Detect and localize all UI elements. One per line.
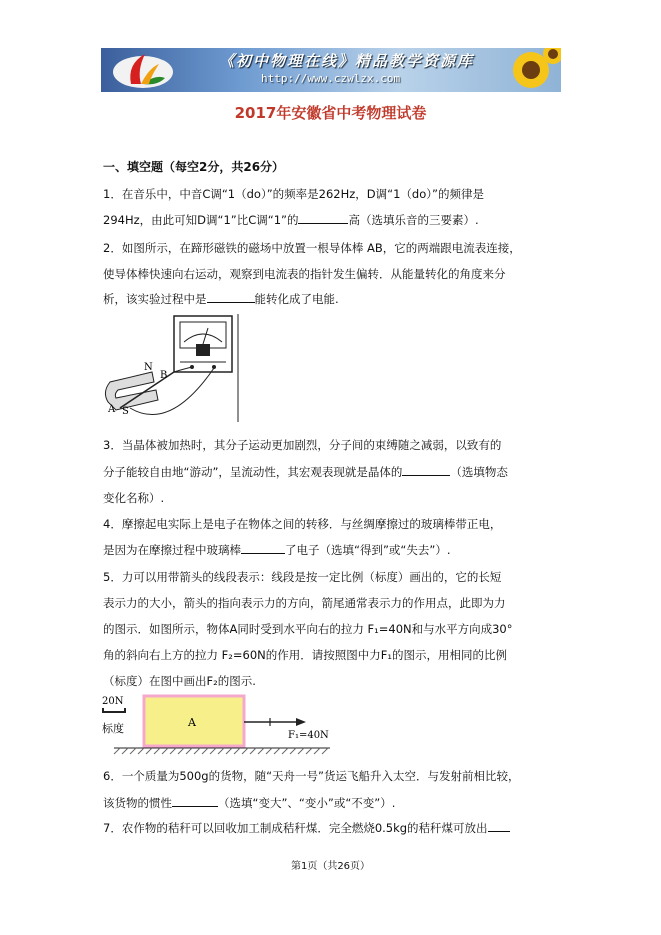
q4-answer-blank[interactable]	[241, 543, 285, 554]
q1-line2	[103, 212, 479, 228]
page-title: 2017年安徽省中考物理试卷	[234, 104, 427, 122]
banner-url[interactable]: http://www.czwlzx.com	[261, 72, 401, 85]
q6-text-b: （选填“变大”、“变小”或“不变”）.	[218, 796, 396, 810]
q6-line2	[103, 795, 395, 811]
q4-line1: 4．摩擦起电实际上是电子在物体之间的转移．与丝绸摩擦过的玻璃棒带正电，	[103, 517, 502, 531]
logo-icon	[105, 48, 181, 92]
fig1-label-b: B	[160, 370, 168, 381]
q3-text-b: （选填物态	[450, 465, 508, 479]
q4-line2	[103, 542, 451, 558]
q6-line1: 6．一个质量为500g的货物，随“天舟一号”货运飞船升入太空．与发射前相比较，	[103, 769, 520, 783]
q7-text-a: 7．农作物的秸秆可以回收加工制成秸秆煤．完全燃烧0.5kg的秸秆煤可放出	[103, 821, 488, 835]
fig1-label-n: N	[144, 362, 153, 373]
ammeter-icon	[174, 316, 232, 372]
q2-text-a: 析，该实验过程中是	[103, 292, 207, 306]
sunflower-icon	[471, 48, 561, 92]
f1-label: F₁=40N	[288, 730, 329, 741]
q5-line5: （标度）在图中画出F₂的图示.	[103, 674, 256, 688]
section-heading: 一、填空题（每空2分，共26分）	[103, 160, 285, 174]
q3-line1: 3．当晶体被加热时，其分子运动更加剧烈，分子间的束缚随之减弱，以致有的	[103, 438, 502, 452]
page-footer: 第1页（共26页）	[290, 861, 371, 872]
q3-line3: 变化名称）.	[103, 491, 165, 505]
scale-label: 标度	[102, 722, 124, 735]
q2-line1: 2．如图所示，在蹄形磁铁的磁场中放置一根导体棒 AB，它的两端跟电流表连接，	[103, 241, 521, 255]
q3-text-a: 分子能较自由地“游动”，呈流动性，其宏观表现就是晶体的	[103, 465, 403, 479]
q6-text-a: 该货物的惯性	[103, 796, 172, 810]
q1-text-b: 高（选填乐音的三要素）.	[348, 213, 479, 227]
q5-line4: 角的斜向右上方的拉力 F₂=60N的作用．请按照图中力F₁的图示，用相同的比例	[103, 648, 507, 662]
q6-answer-blank[interactable]	[172, 796, 218, 807]
q1-line1: 1．在音乐中，中音C调“1（do）”的频率是262Hz，D调“1（do）”的频律是	[103, 187, 484, 201]
fig1-label-a: A	[108, 404, 116, 415]
scale-bar	[103, 708, 125, 712]
q5-line3: 的图示．如图所示，物体A同时受到水平向右的拉力 F₁=40N和与水平方向成30°	[103, 622, 513, 636]
fig1-label-s: S	[122, 406, 129, 417]
magnet-ammeter-figure	[100, 312, 240, 430]
q5-line1: 5．力可以用带箭头的线段表示：线段是按一定比例（标度）画出的，它的长短	[103, 570, 502, 584]
q4-text-a: 是因为在摩擦过程中玻璃棒	[103, 543, 241, 557]
q3-answer-blank[interactable]	[402, 465, 450, 476]
scale-value: 20N	[102, 696, 124, 707]
q5-line2: 表示力的大小，箭头的指向表示力的方向，箭尾通常表示力的作用点，此即为力	[103, 596, 506, 610]
q1-answer-blank[interactable]	[298, 213, 348, 224]
q2-text-b: 能转化成了电能.	[254, 292, 339, 306]
ground-hatch	[114, 748, 328, 754]
q1-text-a: 294Hz，由此可知D调“1”比C调“1”的	[103, 213, 299, 227]
q2-line2: 使导体棒快速向右运动，观察到电流表的指针发生偏转．从能量转化的角度来分	[103, 267, 506, 281]
q4-text-b: 了电子（选填“得到”或“失去”）.	[285, 543, 451, 557]
block-label: A	[188, 716, 196, 729]
banner-title: 《初中物理在线》精品教学资源库	[219, 52, 475, 70]
q2-answer-blank[interactable]	[207, 292, 255, 303]
q2-line3	[103, 291, 339, 307]
header-banner	[101, 48, 561, 92]
force-diagram	[100, 692, 340, 758]
q7-line1	[103, 820, 510, 836]
q3-line2	[103, 464, 508, 480]
q7-answer-blank[interactable]	[488, 821, 510, 832]
